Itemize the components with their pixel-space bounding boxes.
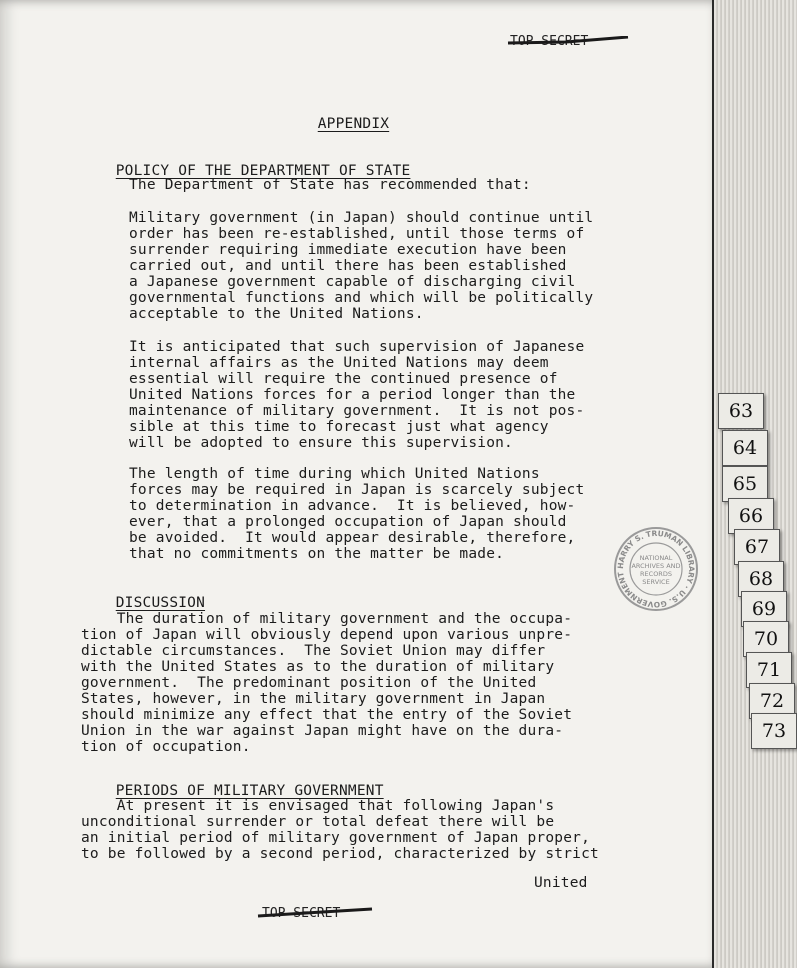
text-line: with the United States as to the duration of military	[81, 659, 555, 675]
seal-ring-text: HARRY S. TRUMAN LIBRARY · U.S. GOVERNMENT	[615, 528, 697, 610]
index-tab-69[interactable]: 69	[741, 591, 787, 627]
index-tab-72[interactable]: 72	[749, 683, 795, 719]
text-line: that no commitments on the matter be made.	[129, 546, 505, 562]
seal-center-text: NATIONAL	[639, 554, 673, 562]
index-tab-65[interactable]: 65	[722, 466, 768, 502]
text-line: governmental functions and which will be politically	[129, 290, 594, 306]
discussion-heading-text: DISCUSSION	[115, 594, 206, 611]
index-tab-71[interactable]: 71	[746, 652, 792, 688]
bottom-stamp-strikeout	[256, 906, 374, 918]
top-stamp-strikeout	[506, 36, 631, 46]
page-title	[282, 101, 389, 148]
text-line: should minimize any effect that the entry of the Soviet	[81, 707, 573, 723]
index-tab-64[interactable]: 64	[722, 430, 768, 466]
text-line: order has been re-established, until those terms of	[129, 226, 585, 242]
text-line: to be followed by a second period, characterized by strict	[81, 846, 599, 862]
text-line: ever, that a prolonged occupation of Japan should	[129, 514, 567, 530]
index-tab-63[interactable]: 63	[718, 393, 764, 429]
index-tab-67[interactable]: 67	[734, 529, 780, 565]
text-line: unconditional surrender or total defeat there will be	[81, 814, 555, 830]
text-line: It is anticipated that such supervision of Japanese	[129, 339, 585, 355]
archives-seal-icon	[613, 526, 699, 612]
text-line: Union in the war against Japan might have on the dura-	[81, 723, 564, 739]
policy-heading-text: POLICY OF THE DEPARTMENT OF STATE	[115, 162, 411, 179]
seal-center-text: ARCHIVES AND	[631, 562, 681, 570]
text-line: sible at this time to forecast just what agency	[129, 419, 549, 435]
top-classification-stamp: TOP SECRET	[510, 34, 589, 49]
index-tab-73[interactable]: 73	[751, 713, 797, 749]
seal-center-text: SERVICE	[642, 578, 670, 586]
catchword: United	[534, 875, 588, 891]
index-tab-68[interactable]: 68	[738, 561, 784, 597]
text-line: surrender requiring immediate execution have been	[129, 242, 567, 258]
text-line: be avoided. It would appear desirable, therefore,	[129, 530, 576, 546]
text-line: At present it is envisaged that following Japan's	[81, 798, 555, 814]
periods-heading-text: PERIODS OF MILITARY GOVERNMENT	[115, 782, 384, 799]
index-tab-66[interactable]: 66	[728, 498, 774, 534]
text-line: tion of occupation.	[81, 739, 251, 755]
text-line: dictable circumstances. The Soviet Union may differ	[81, 643, 546, 659]
policy-intro: The Department of State has recommended that:	[129, 177, 531, 193]
index-tab-70[interactable]: 70	[743, 621, 789, 657]
text-line: to determination in advance. It is believed, how-	[129, 498, 576, 514]
text-line: tion of Japan will obviously depend upon various unpre-	[81, 627, 573, 643]
text-line: United Nations forces for a period longer than the	[129, 387, 576, 403]
text-line: a Japanese government capable of discharging civil	[129, 274, 576, 290]
text-line: Military government (in Japan) should continue until	[129, 210, 594, 226]
text-line: The length of time during which United Nations	[129, 466, 540, 482]
text-line: government. The predominant position of the United	[81, 675, 537, 691]
text-line: internal affairs as the United Nations may deem	[129, 355, 549, 371]
text-line: will be adopted to ensure this supervision.	[129, 435, 513, 451]
page-title-text: APPENDIX	[317, 115, 390, 132]
text-line: States, however, in the military government in Japan	[81, 691, 546, 707]
text-line: carried out, and until there has been established	[129, 258, 567, 274]
seal-center-text: RECORDS	[640, 570, 672, 578]
text-line: essential will require the continued presence of	[129, 371, 558, 387]
text-line: forces may be required in Japan is scarcely subject	[129, 482, 585, 498]
text-line: acceptable to the United Nations.	[129, 306, 424, 322]
text-line: maintenance of military government. It is not pos-	[129, 403, 585, 419]
text-line: The duration of military government and the occupa-	[81, 611, 573, 627]
text-line: an initial period of military government of Japan proper,	[81, 830, 590, 846]
bottom-classification-stamp: TOP SECRET	[262, 906, 341, 921]
